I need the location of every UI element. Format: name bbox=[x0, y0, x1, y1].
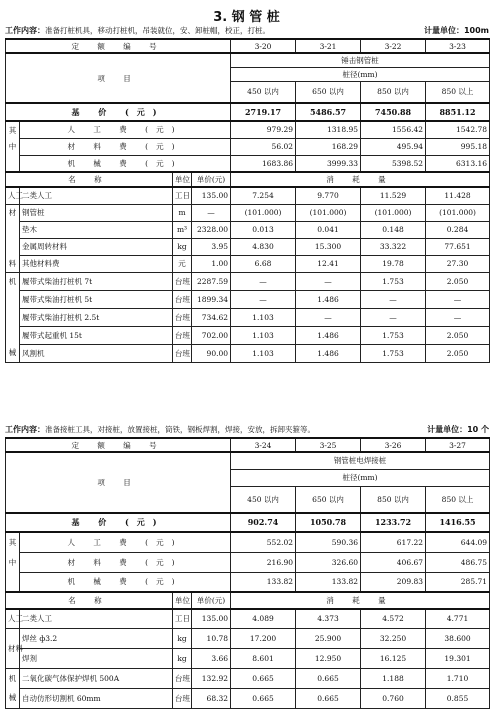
col-unit-header: 单位 bbox=[173, 172, 192, 187]
group-name: 钢管桩电焊接桩 bbox=[231, 452, 490, 469]
cost-value: 495.94 bbox=[361, 138, 426, 155]
resource-unit: kg bbox=[173, 628, 192, 648]
consumption-value: 2.050 bbox=[426, 272, 490, 290]
resource-unit: 台班 bbox=[173, 668, 192, 688]
cost-value: 1542.78 bbox=[426, 121, 490, 138]
consumption-value: 16.125 bbox=[361, 648, 426, 668]
category-machine: 机 bbox=[6, 668, 20, 688]
cost-row-label: 机 械 费 (元) bbox=[20, 155, 231, 172]
category-machine: 机 bbox=[6, 272, 20, 290]
category-spacer bbox=[6, 326, 20, 344]
cost-row-label: 材 料 费 (元) bbox=[20, 552, 231, 572]
quota-table-1 bbox=[5, 38, 490, 363]
consumption-value: — bbox=[231, 290, 296, 308]
resource-price: 135.00 bbox=[192, 609, 231, 628]
measure-unit: 计量单位：100m bbox=[423, 26, 489, 35]
of-which-label: 其 bbox=[6, 121, 20, 138]
work-content-1 bbox=[5, 26, 489, 36]
cost-value: 56.02 bbox=[231, 138, 296, 155]
cost-value: 406.67 bbox=[361, 552, 426, 572]
category-labor: 人工 bbox=[6, 609, 20, 628]
resource-name: 二氧化碳气体保护焊机 500A bbox=[20, 668, 173, 688]
cost-row-label: 人 工 费 (元) bbox=[20, 121, 231, 138]
measure-unit: 计量单位：10 个 bbox=[427, 425, 489, 434]
consumption-value: — bbox=[361, 290, 426, 308]
consumption-value: 1.710 bbox=[426, 668, 490, 688]
consumption-value: — bbox=[296, 308, 361, 326]
consumption-value: 0.665 bbox=[296, 668, 361, 688]
resource-unit: 台班 bbox=[173, 272, 192, 290]
work-content-text: 准备打桩机具，移动打桩机，吊装就位，安、卸桩帽，校正，打桩。 bbox=[45, 26, 270, 35]
consumption-value: — bbox=[426, 290, 490, 308]
consumption-value: (101.000) bbox=[426, 204, 490, 221]
resource-price: — bbox=[192, 204, 231, 221]
quota-code: 3-26 bbox=[361, 438, 426, 452]
diameter-value: 650 以内 bbox=[296, 81, 361, 103]
resource-name: 履带式柴油打桩机 5t bbox=[20, 290, 173, 308]
consumption-value: 1.753 bbox=[361, 272, 426, 290]
of-which-label: 其 bbox=[6, 532, 20, 552]
col-consumption-header: 消 耗 量 bbox=[231, 592, 490, 609]
diameter-label: 桩径(mm) bbox=[231, 469, 490, 486]
diameter-value: 650 以内 bbox=[296, 486, 361, 513]
resource-name: 钢管桩 bbox=[20, 204, 173, 221]
consumption-value: 2.050 bbox=[426, 326, 490, 344]
consumption-value: (101.000) bbox=[361, 204, 426, 221]
quota-no-header: 定 额 编 号 bbox=[6, 39, 231, 53]
category-material: 料 bbox=[6, 255, 20, 272]
resource-price: 135.00 bbox=[192, 187, 231, 204]
consumption-value: 0.284 bbox=[426, 221, 490, 238]
resource-price: 90.00 bbox=[192, 344, 231, 362]
cost-value: 216.90 bbox=[231, 552, 296, 572]
diameter-value: 450 以内 bbox=[231, 81, 296, 103]
resource-price: 734.62 bbox=[192, 308, 231, 326]
work-content-label: 工作内容： bbox=[5, 26, 45, 35]
cost-value: 1683.86 bbox=[231, 155, 296, 172]
diameter-value: 850 以内 bbox=[361, 81, 426, 103]
base-price: 1416.55 bbox=[426, 513, 490, 532]
consumption-value: 0.855 bbox=[426, 688, 490, 708]
consumption-value: 4.089 bbox=[231, 609, 296, 628]
consumption-value: 25.900 bbox=[296, 628, 361, 648]
resource-unit: kg bbox=[173, 648, 192, 668]
col-price-header: 单价(元) bbox=[192, 592, 231, 609]
resource-name: 履带式起重机 15t bbox=[20, 326, 173, 344]
diameter-value: 450 以内 bbox=[231, 486, 296, 513]
base-price: 1233.72 bbox=[361, 513, 426, 532]
base-price: 1050.78 bbox=[296, 513, 361, 532]
consumption-value: 1.753 bbox=[361, 326, 426, 344]
base-price: 902.74 bbox=[231, 513, 296, 532]
consumption-value: 1.486 bbox=[296, 344, 361, 362]
resource-name: 履带式柴油打桩机 7t bbox=[20, 272, 173, 290]
consumption-value: 1.188 bbox=[361, 668, 426, 688]
base-price-label: 基 价 (元) bbox=[6, 103, 231, 121]
category-labor: 人工 bbox=[6, 187, 20, 204]
resource-name: 其他材料费 bbox=[20, 255, 173, 272]
quota-code: 3-27 bbox=[426, 438, 490, 452]
consumption-value: 0.013 bbox=[231, 221, 296, 238]
consumption-value: 0.148 bbox=[361, 221, 426, 238]
cost-value: 644.09 bbox=[426, 532, 490, 552]
consumption-value: 4.373 bbox=[296, 609, 361, 628]
consumption-value: 19.301 bbox=[426, 648, 490, 668]
cost-value: 285.71 bbox=[426, 572, 490, 592]
consumption-value: 11.428 bbox=[426, 187, 490, 204]
resource-name: 垫木 bbox=[20, 221, 173, 238]
cost-value: 1556.42 bbox=[361, 121, 426, 138]
category-spacer bbox=[6, 290, 20, 308]
category-machine: 械 bbox=[6, 688, 20, 708]
consumption-value: 0.760 bbox=[361, 688, 426, 708]
cost-value: 1318.95 bbox=[296, 121, 361, 138]
consumption-value: 1.486 bbox=[296, 326, 361, 344]
diameter-value: 850 以内 bbox=[361, 486, 426, 513]
quota-code: 3-23 bbox=[426, 39, 490, 53]
item-header: 项 目 bbox=[6, 452, 231, 513]
category-material: 材 bbox=[6, 204, 20, 221]
of-which-spacer bbox=[6, 155, 20, 172]
resource-price: 2328.00 bbox=[192, 221, 231, 238]
resource-unit: 元 bbox=[173, 255, 192, 272]
consumption-value: 27.30 bbox=[426, 255, 490, 272]
consumption-value: 8.601 bbox=[231, 648, 296, 668]
cost-value: 3999.33 bbox=[296, 155, 361, 172]
diameter-value: 850 以上 bbox=[426, 486, 490, 513]
col-name-header: 名 称 bbox=[6, 592, 173, 609]
cost-row-label: 机 械 费 (元) bbox=[20, 572, 231, 592]
cost-value: 617.22 bbox=[361, 532, 426, 552]
quota-code: 3-25 bbox=[296, 438, 361, 452]
consumption-value: (101.000) bbox=[231, 204, 296, 221]
resource-name: 风割机 bbox=[20, 344, 173, 362]
consumption-value: 0.665 bbox=[231, 688, 296, 708]
consumption-value: 17.200 bbox=[231, 628, 296, 648]
resource-unit: m³ bbox=[173, 221, 192, 238]
consumption-value: 4.572 bbox=[361, 609, 426, 628]
quota-code: 3-20 bbox=[231, 39, 296, 53]
of-which-spacer bbox=[6, 572, 20, 592]
resource-name: 履带式柴油打桩机 2.5t bbox=[20, 308, 173, 326]
resource-price: 10.78 bbox=[192, 628, 231, 648]
consumption-value: 4.771 bbox=[426, 609, 490, 628]
resource-name: 自动仿形切割机 60mm bbox=[20, 688, 173, 708]
quota-code: 3-22 bbox=[361, 39, 426, 53]
category-spacer bbox=[6, 238, 20, 255]
resource-price: 1.00 bbox=[192, 255, 231, 272]
resource-price: 132.92 bbox=[192, 668, 231, 688]
base-price: 2719.17 bbox=[231, 103, 296, 121]
cost-value: 979.29 bbox=[231, 121, 296, 138]
cost-value: 6313.16 bbox=[426, 155, 490, 172]
resource-name: 焊丝 ф3.2 bbox=[20, 628, 173, 648]
consumption-value: — bbox=[231, 272, 296, 290]
work-content-2 bbox=[5, 425, 489, 435]
resource-unit: m bbox=[173, 204, 192, 221]
consumption-value: — bbox=[426, 308, 490, 326]
item-header: 项 目 bbox=[6, 53, 231, 103]
cost-value: 995.18 bbox=[426, 138, 490, 155]
resource-unit: 台班 bbox=[173, 308, 192, 326]
cost-value: 133.82 bbox=[231, 572, 296, 592]
resource-price: 68.32 bbox=[192, 688, 231, 708]
consumption-value: 2.050 bbox=[426, 344, 490, 362]
cost-value: 590.36 bbox=[296, 532, 361, 552]
consumption-value: 19.78 bbox=[361, 255, 426, 272]
cost-row-label: 材 料 费 (元) bbox=[20, 138, 231, 155]
cost-value: 5398.52 bbox=[361, 155, 426, 172]
work-content-label: 工作内容： bbox=[5, 425, 45, 434]
consumption-value: 1.103 bbox=[231, 326, 296, 344]
cost-row-label: 人 工 费 (元) bbox=[20, 532, 231, 552]
resource-name: 金属周转材料 bbox=[20, 238, 173, 255]
consumption-value: 12.41 bbox=[296, 255, 361, 272]
category-spacer bbox=[6, 308, 20, 326]
resource-unit: 台班 bbox=[173, 344, 192, 362]
cost-value: 552.02 bbox=[231, 532, 296, 552]
resource-unit: 台班 bbox=[173, 688, 192, 708]
resource-price: 3.66 bbox=[192, 648, 231, 668]
diameter-label: 桩径(mm) bbox=[231, 67, 490, 81]
cost-value: 326.60 bbox=[296, 552, 361, 572]
resource-price: 1899.34 bbox=[192, 290, 231, 308]
consumption-value: 1.103 bbox=[231, 344, 296, 362]
work-content-text: 准备接桩工具，对接桩，放置接桩，筒铁，钢板焊割，焊接，安放，拆卸夹箍等。 bbox=[45, 425, 315, 434]
category-material: 材料 bbox=[6, 628, 20, 668]
consumption-value: 12.950 bbox=[296, 648, 361, 668]
col-price-header: 单价(元) bbox=[192, 172, 231, 187]
resource-unit: 工日 bbox=[173, 609, 192, 628]
category-spacer bbox=[6, 221, 20, 238]
resource-unit: 工日 bbox=[173, 187, 192, 204]
resource-name: 二类人工 bbox=[20, 609, 173, 628]
consumption-value: 32.250 bbox=[361, 628, 426, 648]
cost-value: 209.83 bbox=[361, 572, 426, 592]
of-which-label: 中 bbox=[6, 552, 20, 572]
col-name-header: 名 称 bbox=[6, 172, 173, 187]
of-which-label: 中 bbox=[6, 138, 20, 155]
consumption-value: 15.300 bbox=[296, 238, 361, 255]
base-price-label: 基 价 (元) bbox=[6, 513, 231, 532]
consumption-value: 0.665 bbox=[296, 688, 361, 708]
diameter-value: 850 以上 bbox=[426, 81, 490, 103]
resource-unit: 台班 bbox=[173, 326, 192, 344]
consumption-value: 4.830 bbox=[231, 238, 296, 255]
consumption-value: (101.000) bbox=[296, 204, 361, 221]
consumption-value: 6.68 bbox=[231, 255, 296, 272]
resource-unit: kg bbox=[173, 238, 192, 255]
resource-price: 2287.59 bbox=[192, 272, 231, 290]
group-name: 锤击钢管桩 bbox=[231, 53, 490, 67]
base-price: 5486.57 bbox=[296, 103, 361, 121]
category-machine: 械 bbox=[6, 344, 20, 362]
quota-code: 3-24 bbox=[231, 438, 296, 452]
consumption-value: 38.600 bbox=[426, 628, 490, 648]
quota-code: 3-21 bbox=[296, 39, 361, 53]
resource-price: 702.00 bbox=[192, 326, 231, 344]
quota-table-2 bbox=[5, 437, 490, 709]
resource-unit: 台班 bbox=[173, 290, 192, 308]
col-unit-header: 单位 bbox=[173, 592, 192, 609]
consumption-value: — bbox=[361, 308, 426, 326]
base-price: 8851.12 bbox=[426, 103, 490, 121]
resource-name: 焊剂 bbox=[20, 648, 173, 668]
consumption-value: 33.322 bbox=[361, 238, 426, 255]
consumption-value: 77.651 bbox=[426, 238, 490, 255]
consumption-value: 11.529 bbox=[361, 187, 426, 204]
resource-price: 3.95 bbox=[192, 238, 231, 255]
cost-value: 168.29 bbox=[296, 138, 361, 155]
section-title: 3. 钢 管 桩 bbox=[213, 10, 280, 25]
resource-name: 二类人工 bbox=[20, 187, 173, 204]
cost-value: 486.75 bbox=[426, 552, 490, 572]
consumption-value: — bbox=[296, 272, 361, 290]
consumption-value: 1.753 bbox=[361, 344, 426, 362]
base-price: 7450.88 bbox=[361, 103, 426, 121]
consumption-value: 1.486 bbox=[296, 290, 361, 308]
col-consumption-header: 消 耗 量 bbox=[231, 172, 490, 187]
cost-value: 133.82 bbox=[296, 572, 361, 592]
consumption-value: 0.041 bbox=[296, 221, 361, 238]
consumption-value: 9.770 bbox=[296, 187, 361, 204]
consumption-value: 1.103 bbox=[231, 308, 296, 326]
quota-no-header: 定 额 编 号 bbox=[6, 438, 231, 452]
consumption-value: 7.254 bbox=[231, 187, 296, 204]
consumption-value: 0.665 bbox=[231, 668, 296, 688]
